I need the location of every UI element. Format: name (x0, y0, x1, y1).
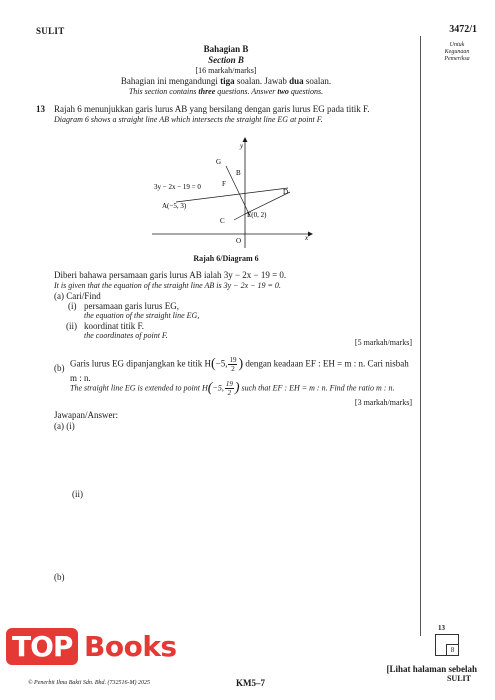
point-f-label: F (222, 180, 226, 188)
question-intro-en: Diagram 6 shows a straight line AB which intersects the straight line EG at point F. (54, 115, 323, 124)
point-g-label: G (216, 158, 222, 166)
y-axis-arrow (243, 137, 248, 142)
part-b-en: The straight line EG is extended to point H(−5, $\frac{19}{2}$ ) such that EF : EH = m : n. Find the ratio m : n. (70, 380, 395, 397)
point-e-label: E(0, 2) (247, 211, 267, 219)
paper-code: 3472/1 (449, 24, 477, 35)
section-marks: [16 markah/marks] (195, 66, 257, 75)
part-a-ii-ms: koordinat titik F. (84, 321, 145, 331)
logo-top: TOP (6, 628, 78, 665)
answer-a-i: (a) (i) (54, 421, 75, 431)
point-b-label: B (236, 169, 241, 177)
markbox-total: 8 (446, 644, 458, 655)
answer-heading: Jawapan/Answer: (54, 410, 118, 420)
copyright: © Penerbit Ilmu Bakti Sdn. Bhd. (732516-M) 2025 (28, 680, 151, 686)
examiner-margin-line (420, 36, 421, 636)
examiner-margin-label: Untuk Kegunaan Pemeriksa (444, 42, 470, 62)
question-intro-ms: Rajah 6 menunjukkan garis lurus AB yang bersilang dengan garis lurus EG pada titik F. (54, 104, 370, 114)
section-instruction-en: This section contains three questions. Answer two questions. (128, 87, 324, 96)
part-a-i-ms: persamaan garis lurus EG, (84, 301, 179, 311)
point-c-label: C (220, 217, 225, 225)
point-a-label: A(−5, 3) (162, 202, 187, 210)
footer-sulit: SULIT (446, 674, 471, 683)
part-b-marks: [3 markah/marks] (354, 398, 412, 407)
section-title-en: Section B (208, 55, 244, 65)
answer-a-ii: (ii) (72, 489, 83, 499)
diagram-6 (140, 130, 320, 255)
part-a-ii-en: the coordinates of point F. (84, 331, 168, 340)
part-b-ms: Garis lurus EG dipanjangkan ke titik H(−5, $\frac{19}{2}$ ) dengan keadaan EF : EH = m : n. Cari nisbah (70, 356, 409, 373)
given-ms: Diberi bahawa persamaan garis lurus AB ialah 3y − 2x − 19 = 0. (54, 270, 287, 280)
part-b-ms-line2: m : n. (70, 373, 91, 383)
section-title-ms: Bahagian B (203, 44, 249, 54)
section-instruction-ms: Bahagian ini mengandungi tiga soalan. Jawab dua soalan. (120, 76, 332, 86)
next-page-note: [Lihat halaman sebelah (386, 664, 477, 674)
given-en: It is given that the equation of the straight line AB is 3y − 2x − 19 = 0. (54, 281, 281, 290)
logo-books: Books (84, 630, 177, 663)
markbox-question: 13 (438, 624, 445, 632)
answer-b: (b) (54, 572, 65, 582)
line-ec (234, 214, 245, 220)
axis-x-label: x (305, 234, 309, 242)
part-a-marks: [5 markah/marks] (354, 338, 412, 347)
part-a-label: (a) Cari/Find (54, 291, 101, 301)
part-a-i-label: (i) (68, 301, 77, 311)
diagram-caption: Rajah 6/Diagram 6 (193, 254, 259, 263)
part-a-ii-label: (ii) (66, 321, 77, 331)
question-number: 13 (36, 104, 45, 114)
header-sulit: SULIT (36, 26, 65, 36)
part-b-label: (b) (54, 363, 65, 373)
part-a-i-en: the equation of the straight line EG, (84, 311, 200, 320)
page-code: KM5–7 (236, 678, 265, 688)
origin-label: O (236, 237, 242, 245)
point-d-label: D (283, 188, 289, 196)
line-ab-equation: 3y − 2x − 19 = 0 (154, 183, 201, 191)
axis-y-label: y (240, 142, 244, 150)
x-axis-arrow (308, 232, 313, 237)
